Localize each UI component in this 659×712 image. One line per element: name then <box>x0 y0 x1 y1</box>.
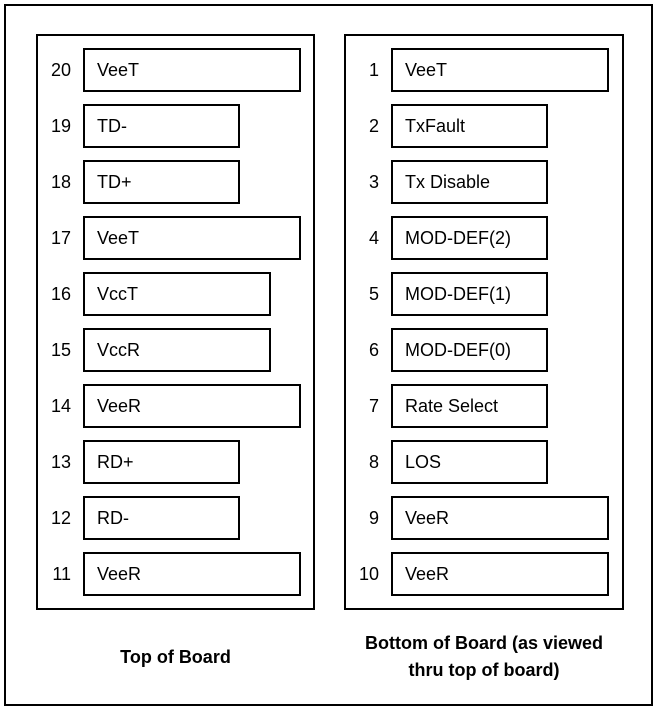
pin-row-18 <box>38 160 313 204</box>
pin-number: 11 <box>52 564 71 584</box>
pin-label: RD- <box>83 496 240 540</box>
pin-number: 10 <box>358 564 379 584</box>
pin-row-3 <box>346 160 622 204</box>
pin-label: TD- <box>83 104 240 148</box>
pin-label: VeeT <box>391 48 609 92</box>
bottom-of-board-panel <box>344 34 624 610</box>
pin-row-6 <box>346 328 622 372</box>
pin-row-13 <box>38 440 313 484</box>
pin-number: 3 <box>368 172 379 192</box>
pin-row-7 <box>346 384 622 428</box>
pin-row-9 <box>346 496 622 540</box>
pin-label: VeeT <box>83 216 301 260</box>
pin-number: 8 <box>368 452 379 472</box>
pin-number: 16 <box>50 284 71 304</box>
pin-number: 4 <box>368 228 379 248</box>
pin-label: TxFault <box>391 104 548 148</box>
pin-number: 9 <box>368 508 379 528</box>
pin-row-10 <box>346 552 622 596</box>
pin-label: Rate Select <box>391 384 548 428</box>
pin-label: MOD-DEF(2) <box>391 216 548 260</box>
pin-row-2 <box>346 104 622 148</box>
pin-label: RD+ <box>83 440 240 484</box>
pin-label: VeeR <box>83 384 301 428</box>
pin-number: 19 <box>50 116 71 136</box>
pin-row-15 <box>38 328 313 372</box>
pin-label: VeeR <box>391 496 609 540</box>
pin-label: VeeR <box>391 552 609 596</box>
pin-row-16 <box>38 272 313 316</box>
pin-row-1 <box>346 48 622 92</box>
pin-row-14 <box>38 384 313 428</box>
pin-label: MOD-DEF(1) <box>391 272 548 316</box>
pin-label: MOD-DEF(0) <box>391 328 548 372</box>
pin-number: 13 <box>50 452 71 472</box>
pin-row-5 <box>346 272 622 316</box>
pin-number: 2 <box>368 116 379 136</box>
pin-label: Tx Disable <box>391 160 548 204</box>
pin-number: 14 <box>50 396 71 416</box>
pin-number: 1 <box>368 60 379 80</box>
pin-row-12 <box>38 496 313 540</box>
pin-label: VccT <box>83 272 271 316</box>
pin-row-11 <box>38 552 313 596</box>
pin-label: TD+ <box>83 160 240 204</box>
pin-number: 18 <box>50 172 71 192</box>
top-of-board-panel <box>36 34 315 610</box>
pin-number: 6 <box>368 340 379 360</box>
pin-row-8 <box>346 440 622 484</box>
pin-label: VeeT <box>83 48 301 92</box>
pin-number: 15 <box>50 340 71 360</box>
pin-label: LOS <box>391 440 548 484</box>
pin-label: VeeR <box>83 552 301 596</box>
pin-row-17 <box>38 216 313 260</box>
pin-row-20 <box>38 48 313 92</box>
pin-number: 17 <box>50 228 71 248</box>
pin-number: 7 <box>368 396 379 416</box>
bottom-of-board-caption <box>330 630 638 684</box>
top-of-board-caption: Top of Board <box>120 647 231 667</box>
bottom-caption-line-2: thru top of board) <box>408 660 560 680</box>
pin-number: 12 <box>50 508 71 528</box>
pin-row-4 <box>346 216 622 260</box>
pin-row-19 <box>38 104 313 148</box>
bottom-caption-line-1: Bottom of Board (as viewed <box>364 633 604 653</box>
pin-number: 20 <box>50 60 71 80</box>
pin-label: VccR <box>83 328 271 372</box>
pin-number: 5 <box>368 284 379 304</box>
